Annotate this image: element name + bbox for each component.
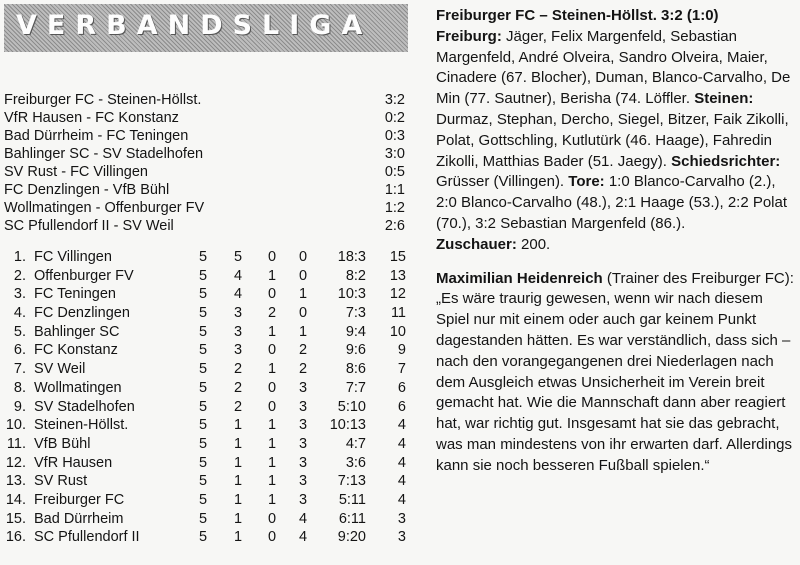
standings-row bbox=[4, 285, 414, 304]
standing-games: 5 bbox=[198, 454, 208, 471]
result-match: FC Denzlingen - VfB Bühl bbox=[4, 182, 170, 198]
goals: 1:0 Blanco-Carvalho (2.), 2:0 Blanco-Carvalho (48.), 2:1 Haage (53.), 2:2 Polat (70.), 3:2 Sebastian Margenfeld (86.). bbox=[436, 173, 788, 232]
standing-position: 16. bbox=[5, 529, 26, 546]
result-score: 2:6 bbox=[384, 218, 405, 234]
standing-games: 5 bbox=[198, 305, 208, 322]
standing-games: 5 bbox=[198, 529, 208, 546]
match-report bbox=[436, 6, 794, 477]
standing-wins: 2 bbox=[233, 379, 243, 396]
standing-position: 10. bbox=[5, 417, 26, 434]
standing-draws: 1 bbox=[267, 267, 277, 284]
standings-row bbox=[4, 472, 414, 491]
standing-team: VfB Bühl bbox=[34, 435, 91, 452]
standings-row bbox=[4, 341, 414, 360]
standings-row bbox=[4, 528, 414, 547]
standing-points: 3 bbox=[397, 529, 406, 546]
standing-wins: 1 bbox=[233, 510, 243, 527]
standings-row bbox=[4, 323, 414, 342]
result-score: 3:0 bbox=[384, 146, 405, 162]
result-score: 3:2 bbox=[384, 92, 405, 108]
standing-points: 6 bbox=[397, 398, 406, 415]
result-match: Freiburger FC - Steinen-Höllst. bbox=[4, 92, 202, 108]
standing-wins: 1 bbox=[233, 491, 243, 508]
standing-games: 5 bbox=[198, 342, 208, 359]
result-match: Wollmatingen - Offenburger FV bbox=[4, 200, 205, 216]
standing-team: Wollmatingen bbox=[34, 379, 122, 396]
standing-games: 5 bbox=[198, 286, 208, 303]
standing-position: 14. bbox=[5, 491, 26, 508]
standing-position: 5. bbox=[13, 323, 26, 340]
standings-row bbox=[4, 304, 414, 323]
standing-position: 3. bbox=[13, 286, 26, 303]
standing-games: 5 bbox=[198, 510, 208, 527]
standing-points: 4 bbox=[397, 435, 406, 452]
standing-goals: 8:6 bbox=[345, 361, 366, 378]
standings-row bbox=[4, 435, 414, 454]
standing-losses: 2 bbox=[298, 342, 308, 359]
standing-wins: 3 bbox=[233, 323, 243, 340]
standing-losses: 3 bbox=[298, 491, 308, 508]
standings-row bbox=[4, 491, 414, 510]
standing-team: SV Rust bbox=[34, 473, 88, 490]
standing-points: 9 bbox=[397, 342, 406, 359]
result-row bbox=[4, 145, 409, 163]
standing-games: 5 bbox=[198, 249, 208, 265]
result-row bbox=[4, 163, 409, 181]
spectators: 200. bbox=[516, 235, 551, 253]
standing-games: 5 bbox=[198, 323, 208, 340]
standing-goals: 9:6 bbox=[345, 342, 366, 359]
standing-position: 8. bbox=[13, 379, 26, 396]
standing-losses: 3 bbox=[298, 454, 308, 471]
standings-row bbox=[4, 398, 414, 417]
standing-draws: 1 bbox=[267, 323, 277, 340]
standing-points: 15 bbox=[389, 249, 406, 265]
result-match: Bahlinger SC - SV Stadelhofen bbox=[4, 146, 204, 162]
referee: Grüsser (Villingen). bbox=[436, 173, 569, 191]
standing-position: 13. bbox=[5, 473, 26, 490]
standing-points: 4 bbox=[397, 491, 406, 508]
section-title: VERBANDSLIGA bbox=[16, 10, 373, 41]
standing-position: 6. bbox=[13, 342, 26, 359]
standing-position: 15. bbox=[5, 510, 26, 527]
standing-draws: 1 bbox=[267, 361, 277, 378]
referee-label: Schiedsrichter: bbox=[671, 152, 781, 170]
standing-goals: 5:10 bbox=[337, 398, 366, 415]
result-row bbox=[4, 199, 409, 217]
standing-games: 5 bbox=[198, 491, 208, 508]
standings-row bbox=[4, 416, 414, 435]
standing-draws: 0 bbox=[267, 398, 277, 415]
standing-position: 7. bbox=[13, 361, 26, 378]
standing-draws: 1 bbox=[267, 435, 277, 452]
standing-wins: 1 bbox=[233, 435, 243, 452]
standing-points: 12 bbox=[389, 286, 406, 303]
quote-text: (Trainer des Freiburger FC): „Es wäre traurig gewesen, wenn wir nach diesem Spiel nur mit einem oder auch gar keinem Punkt dagestanden hätten. Es war verständlich, dass sich – nach den vorangegangenen drei Niederlagen nach dem Ausgleich etwas Unsicherheit im Verein breit gemacht hat. Wie die Mannschaft dann aber reagiert hat, war richtig gut. Insgesamt hat sie das gebracht, was man mindestens von ihr erwarten darf. Allerdings kann sie noch besseren Fußball spielen.“ bbox=[436, 269, 794, 474]
result-row bbox=[4, 109, 409, 127]
result-row bbox=[4, 91, 409, 109]
standing-wins: 3 bbox=[233, 305, 243, 322]
standing-goals: 10:13 bbox=[329, 417, 366, 434]
standings-row bbox=[4, 454, 414, 473]
standing-draws: 0 bbox=[267, 286, 277, 303]
standing-goals: 3:6 bbox=[345, 454, 366, 471]
result-score: 1:2 bbox=[384, 200, 405, 216]
standing-team: FC Konstanz bbox=[34, 342, 118, 359]
standing-wins: 1 bbox=[233, 454, 243, 471]
standings-row bbox=[4, 267, 414, 286]
standing-draws: 1 bbox=[267, 473, 277, 490]
standing-draws: 0 bbox=[267, 249, 277, 265]
standing-team: Freiburger FC bbox=[34, 491, 125, 508]
standing-points: 6 bbox=[397, 379, 406, 396]
standing-position: 4. bbox=[13, 305, 26, 322]
result-score: 1:1 bbox=[384, 182, 405, 198]
standing-team: SV Weil bbox=[34, 361, 86, 378]
standing-goals: 7:3 bbox=[345, 305, 366, 322]
standings-row bbox=[4, 248, 414, 267]
standing-wins: 1 bbox=[233, 473, 243, 490]
result-match: VfR Hausen - FC Konstanz bbox=[4, 110, 179, 126]
standing-losses: 2 bbox=[298, 361, 308, 378]
standing-points: 3 bbox=[397, 510, 406, 527]
result-match: SV Rust - FC Villingen bbox=[4, 164, 148, 180]
standing-draws: 0 bbox=[267, 510, 277, 527]
standing-games: 5 bbox=[198, 473, 208, 490]
standings-table bbox=[4, 248, 414, 547]
standing-position: 12. bbox=[5, 454, 26, 471]
standing-games: 5 bbox=[198, 435, 208, 452]
standing-losses: 3 bbox=[298, 398, 308, 415]
standing-losses: 0 bbox=[298, 249, 308, 265]
standing-team: VfR Hausen bbox=[34, 454, 113, 471]
standing-losses: 4 bbox=[298, 529, 308, 546]
standing-wins: 5 bbox=[233, 249, 243, 265]
report-paragraph bbox=[436, 6, 794, 256]
standings-row bbox=[4, 379, 414, 398]
standing-position: 11. bbox=[6, 435, 26, 452]
standing-wins: 3 bbox=[233, 342, 243, 359]
quote-paragraph bbox=[436, 269, 794, 477]
result-score: 0:3 bbox=[384, 128, 405, 144]
standing-position: 9. bbox=[13, 398, 26, 415]
standing-team: SC Pfullendorf II bbox=[34, 529, 140, 546]
standing-team: Bad Dürrheim bbox=[34, 510, 124, 527]
standing-draws: 0 bbox=[267, 379, 277, 396]
standing-losses: 3 bbox=[298, 435, 308, 452]
report-headline: Freiburger FC – Steinen-Höllst. 3:2 (1:0) bbox=[436, 7, 719, 24]
standing-draws: 2 bbox=[267, 305, 277, 322]
standing-losses: 3 bbox=[298, 417, 308, 434]
standing-points: 4 bbox=[397, 454, 406, 471]
goals-label: Tore: bbox=[568, 173, 605, 191]
standing-draws: 0 bbox=[267, 529, 277, 546]
standing-goals: 6:11 bbox=[338, 510, 366, 527]
result-row bbox=[4, 127, 409, 145]
standing-team: Offenburger FV bbox=[34, 267, 134, 284]
standing-position: 1. bbox=[13, 249, 26, 265]
standing-losses: 4 bbox=[298, 510, 308, 527]
result-score: 0:5 bbox=[384, 164, 405, 180]
standing-losses: 0 bbox=[298, 267, 308, 284]
result-match: SC Pfullendorf II - SV Weil bbox=[4, 218, 174, 234]
lineup-freiburg-label: Freiburg: bbox=[436, 27, 502, 45]
standing-draws: 1 bbox=[267, 454, 277, 471]
standing-points: 10 bbox=[389, 323, 406, 340]
standing-team: SV Stadelhofen bbox=[34, 398, 135, 415]
standing-games: 5 bbox=[198, 417, 208, 434]
standing-draws: 1 bbox=[267, 491, 277, 508]
standings-row bbox=[4, 360, 414, 379]
spectators-label: Zuschauer: bbox=[436, 235, 517, 253]
standing-team: FC Villingen bbox=[34, 249, 112, 265]
standing-wins: 2 bbox=[233, 361, 243, 378]
standing-losses: 3 bbox=[298, 473, 308, 490]
standing-goals: 7:13 bbox=[337, 473, 366, 490]
standing-wins: 1 bbox=[233, 417, 243, 434]
standing-goals: 9:20 bbox=[337, 529, 366, 546]
section-banner bbox=[4, 4, 408, 52]
standing-position: 2. bbox=[13, 267, 26, 284]
result-row bbox=[4, 181, 409, 199]
standing-goals: 8:2 bbox=[345, 267, 366, 284]
standing-team: Bahlinger SC bbox=[34, 323, 120, 340]
standing-team: FC Denzlingen bbox=[34, 305, 130, 322]
lineup-steinen-label: Steinen: bbox=[694, 90, 754, 108]
standing-goals: 9:4 bbox=[345, 323, 366, 340]
standing-wins: 1 bbox=[233, 529, 243, 546]
result-row bbox=[4, 217, 409, 235]
standing-wins: 4 bbox=[233, 286, 243, 303]
standing-points: 4 bbox=[397, 417, 406, 434]
standing-team: FC Teningen bbox=[34, 286, 116, 303]
lineup-steinen: Durmaz, Stephan, Dercho, Siegel, Bitzer, Faik Zikolli, Polat, Gottschling, Kutlutürk (46. Haage), Fahredin Zikolli, Matthias Bader (51. Jaegy). bbox=[436, 110, 789, 170]
standing-wins: 4 bbox=[233, 267, 243, 284]
standing-games: 5 bbox=[198, 361, 208, 378]
quote-person: Maximilian Heidenreich bbox=[436, 269, 603, 287]
result-score: 0:2 bbox=[384, 110, 405, 126]
standing-goals: 4:7 bbox=[345, 435, 366, 452]
standing-goals: 5:11 bbox=[338, 491, 366, 508]
standing-goals: 10:3 bbox=[337, 286, 366, 303]
standing-points: 4 bbox=[397, 473, 406, 490]
result-match: Bad Dürrheim - FC Teningen bbox=[4, 128, 189, 144]
match-results bbox=[4, 91, 409, 235]
standing-wins: 2 bbox=[233, 398, 243, 415]
standings-row bbox=[4, 510, 414, 529]
standing-points: 11 bbox=[390, 305, 406, 322]
standing-games: 5 bbox=[198, 379, 208, 396]
lineup-freiburg: Jäger, Felix Margenfeld, Sebastian Margenfeld, André Olveira, Sandro Olveira, Maier, Cinadere (67. Blocher), Duman, Blanco-Carvalho, De Min (77. Sautner), Berisha (74. Löffler. bbox=[436, 27, 791, 108]
standing-losses: 1 bbox=[298, 323, 308, 340]
standing-points: 13 bbox=[389, 267, 406, 284]
standing-points: 7 bbox=[397, 361, 406, 378]
standing-losses: 3 bbox=[298, 379, 308, 396]
standing-goals: 7:7 bbox=[345, 379, 366, 396]
standing-draws: 1 bbox=[267, 417, 277, 434]
standing-team: Steinen-Höllst. bbox=[34, 417, 129, 434]
standing-draws: 0 bbox=[267, 342, 277, 359]
standing-losses: 0 bbox=[298, 305, 308, 322]
standing-losses: 1 bbox=[298, 286, 308, 303]
standing-goals: 18:3 bbox=[337, 249, 366, 265]
standing-games: 5 bbox=[198, 267, 208, 284]
standing-games: 5 bbox=[198, 398, 208, 415]
